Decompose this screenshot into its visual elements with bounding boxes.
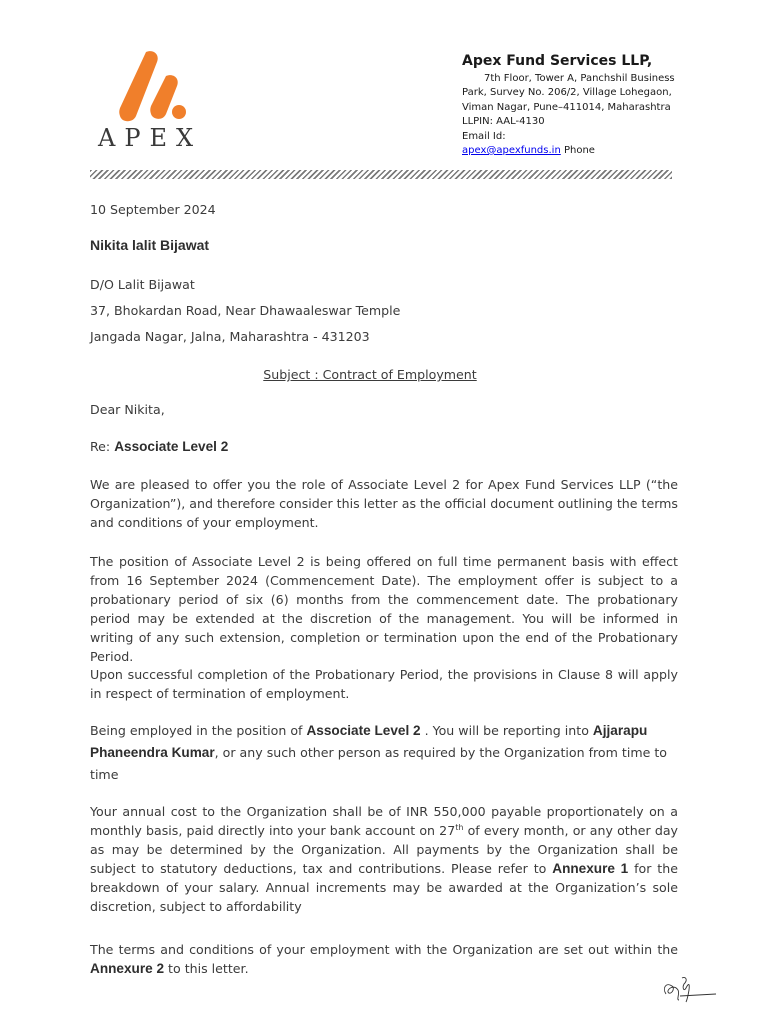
paragraph-terms [90,940,678,978]
salutation: Dear Nikita, [90,402,165,417]
role-name: Associate Level 2 [306,723,421,738]
recipient-line: 37, Bhokardan Road, Near Dhawaaleswar Temple [90,303,401,318]
address-line: Park, Survey No. 206/2, Village Lohegaon, [462,87,672,98]
paragraph-termination: Upon successful completion of the Probationary Period, the provisions in Clause 8 will apply in respect of termination of employment. [90,667,678,701]
letter-date: 10 September 2024 [90,202,216,217]
annexure-2-ref: Annexure 2 [90,961,165,976]
compensation-text: of every month, or any other day as may be determined by the Organization. All payments by the Organization shall be subject to statutory deductions, tax and contributions. Please refer to [90,823,678,876]
llpin: LLPIN: AAL-4130 [462,116,545,127]
manager-name: Ajjarapu Phaneendra Kumar [90,723,648,760]
logo-wordmark: APEX [98,124,203,152]
re-line [90,437,678,456]
header-divider [90,170,672,179]
re-label: Re: [90,439,115,454]
terms-text: The terms and conditions of your employment with the Organization are set out within the [90,942,678,957]
email-link[interactable]: apex@apexfunds.in [462,145,561,156]
reporting-text: . You will be reporting into [420,723,593,738]
compensation-text: for the breakdown of your salary. Annual increments may be awarded at the Organization’s sole discretion, subject to affordability [90,861,678,914]
email-label: Email Id: [462,130,506,142]
logo-dot [172,105,186,119]
company-name: Apex Fund Services LLP, [462,53,653,69]
contact-line [462,144,712,159]
paragraph-offer: We are pleased to offer you the role of Associate Level 2 for Apex Fund Services LLP (“the Organization”), and therefore consider this letter as the official document outlining the terms and conditions of your employment. [90,477,678,530]
recipient-line: D/O Lalit Bijawat [90,277,195,292]
company-address [462,72,712,159]
paragraph-probation: The position of Associate Level 2 is being offered on full time permanent basis with effect from 16 September 2024 (Commencement Date). The employment offer is subject to a probationary period of six (6) months from the commencement date. The probationary period may be extended at the discretion of the management. You will be informed in writing of any such extension, completion or termination upon the end of the Probationary Period. [90,554,678,664]
phone-label: Phone [560,145,595,156]
signature-icon [660,972,720,1004]
address-line: Viman Nagar, Pune–411014, Maharashtra [462,101,671,113]
paragraph-reporting [90,720,678,786]
recipient-name: Nikita lalit Bijawat [90,237,210,253]
reporting-text: Being employed in the position of [90,723,307,738]
company-info [462,54,712,159]
re-title: Associate Level 2 [114,439,229,454]
paragraph-compensation [90,802,678,916]
terms-text: to this letter. [164,961,249,976]
ordinal-suffix: th [455,822,464,832]
reporting-text: , or any such other person as required by the Organization from time to time [90,745,667,782]
annexure-1-ref: Annexure 1 [552,861,629,876]
recipient-line: Jangada Nagar, Jalna, Maharashtra - 431203 [90,329,370,344]
compensation-text: Your annual cost to the Organization shall be of INR 550,000 payable proportionately on a monthly basis, paid directly into your bank account on 27 [90,804,678,838]
letter-subject: Subject : Contract of Employment [263,367,477,382]
address-line: 7th Floor, Tower A, Panchshil Business [484,72,675,84]
